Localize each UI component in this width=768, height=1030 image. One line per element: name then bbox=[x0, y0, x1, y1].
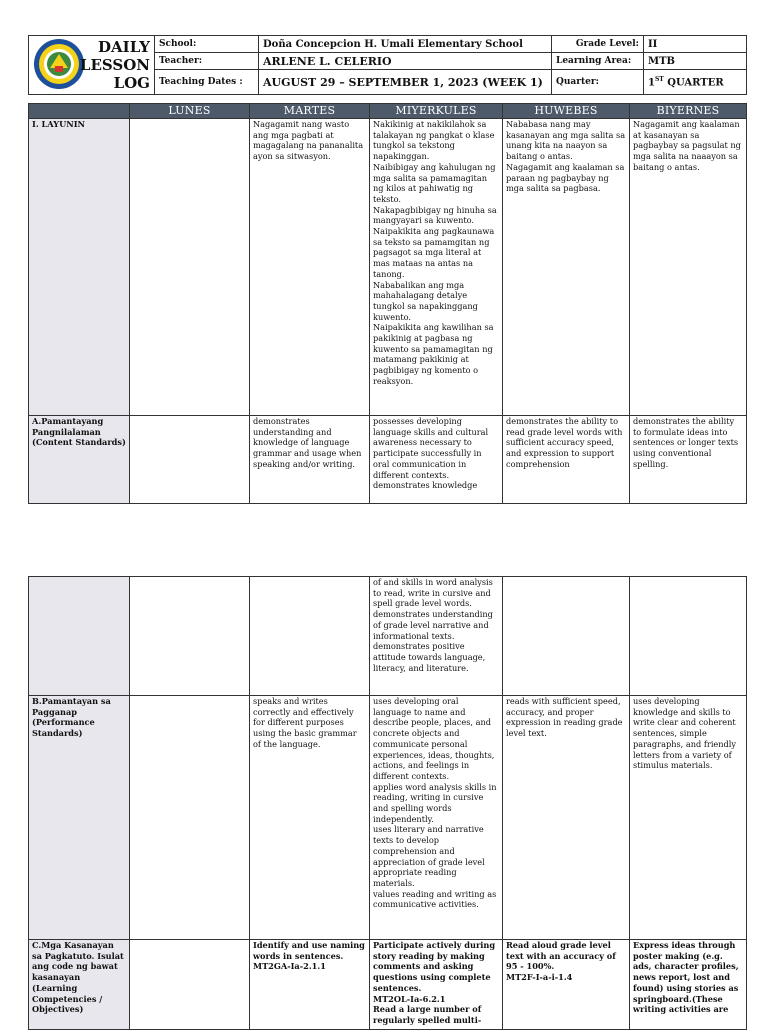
cell-layunin-lunes bbox=[130, 119, 250, 416]
cell-paragraph: Nababalikan ang mga mahahalagang detalye tungkol sa napakinggang kuwento. bbox=[373, 279, 478, 322]
cell-paragraph: Naipakikita ang kawilihan sa pakikinig at pagbasa ng kuwento sa pamamagitan ng matamang pakikinig at pagbibigay ng komento o reaksyon. bbox=[373, 322, 494, 386]
cell-paragraph: Nakapagbibigay ng hinuha sa mangyayari sa kuwento. bbox=[373, 204, 497, 226]
cell-content-biyernes bbox=[630, 416, 747, 504]
cell-content-martes bbox=[250, 416, 370, 504]
school-label: School: bbox=[155, 36, 259, 53]
cell-layunin-biyernes bbox=[630, 119, 747, 416]
cell-performance-martes bbox=[250, 696, 370, 940]
cell-performance-miyerkules bbox=[370, 696, 503, 940]
cell-paragraph: Naibibigay ang kahulugan ng mga salita sa pamamagitan ng kilos at pahiwatig ng teksto. bbox=[373, 161, 496, 204]
cell-performance-huwebes bbox=[503, 696, 630, 940]
day-header-martes: MARTES bbox=[250, 104, 370, 119]
cell-layunin-huwebes bbox=[503, 119, 630, 416]
cell-paragraph: uses developing oral language to name and describe people, places, and concrete objects and communicate personal experiences, ideas, thoughts, actions, and feelings in different contexts. bbox=[373, 696, 495, 781]
header-table bbox=[28, 35, 747, 95]
cell-cont-miyerkules bbox=[370, 577, 503, 696]
school-value: Doña Concepcion H. Umali Elementary School bbox=[259, 36, 552, 53]
cell-paragraph: reads with sufficient speed, accuracy, and proper expression in reading grade level text. bbox=[506, 696, 623, 739]
cell-cont-lunes bbox=[130, 577, 250, 696]
row-label-performance-standards: B.Pamantayan sa Pagganap (Performance Standards) bbox=[29, 696, 130, 940]
cell-paragraph: demonstrates understanding and knowledge of language grammar and usage when speaking and/or writing. bbox=[253, 416, 362, 469]
cell-paragraph: Nakikinig at nakikilahok sa talakayan ng pangkat o klase tungkol sa tekstong napakinggan. bbox=[373, 119, 495, 162]
teaching-dates-value: AUGUST 29 – SEPTEMBER 1, 2023 (WEEK 1) bbox=[259, 70, 552, 95]
cell-paragraph: possesses developing language skills and cultural awareness necessary to participate successfully in oral communication in different contexts. bbox=[373, 416, 489, 480]
lesson-table-part-2 bbox=[28, 576, 747, 1030]
cell-performance-biyernes bbox=[630, 696, 747, 940]
cell-competencies-martes bbox=[250, 940, 370, 1030]
cell-paragraph: Participate actively during story reading by making comments and asking questions using complete sentences. bbox=[373, 940, 496, 993]
title-cell bbox=[29, 36, 155, 95]
cell-paragraph: Read a large number of regularly spelled multi- bbox=[373, 1004, 482, 1025]
table-row-layunin bbox=[29, 119, 747, 416]
table-row-learning-competencies bbox=[29, 940, 747, 1030]
teaching-dates-label: Teaching Dates : bbox=[155, 70, 259, 95]
corner-header bbox=[29, 104, 130, 119]
cell-cont-martes bbox=[250, 577, 370, 696]
cell-paragraph: Nagagamit ang kaalaman at kasanayan sa pagbaybay sa pagsulat ng mga salita na naaayon sa baitang o antas. bbox=[633, 119, 741, 172]
day-header-huwebes: HUWEBES bbox=[503, 104, 630, 119]
table-row-performance-standards bbox=[29, 696, 747, 940]
cell-paragraph: speaks and writes correctly and effectively for different purposes using the basic grammar of the language. bbox=[253, 696, 357, 749]
row-label-layunin: I. LAYUNIN bbox=[29, 119, 130, 416]
grade-level-label: Grade Level: bbox=[552, 36, 644, 53]
table-row-content-standards bbox=[29, 416, 747, 504]
cell-competencies-miyerkules bbox=[370, 940, 503, 1030]
cell-layunin-martes bbox=[250, 119, 370, 416]
cell-content-miyerkules bbox=[370, 416, 503, 504]
cell-paragraph: MT2OL-Ia-6.2.1 bbox=[373, 993, 446, 1004]
cell-performance-lunes bbox=[130, 696, 250, 940]
cell-paragraph: uses developing knowledge and skills to write clear and coherent sentences, simple paragraphs, and friendly letters from a variety of stimulus materials. bbox=[633, 696, 737, 771]
cell-paragraph: MT2F-I-a-i-1.4 bbox=[506, 972, 573, 983]
cell-paragraph: Nagagamit ang kaalaman sa paraan ng pagbaybay ng mga salita sa pagbasa. bbox=[506, 161, 625, 194]
cell-paragraph: demonstrates positive attitude towards language, literacy, and literature. bbox=[373, 641, 486, 673]
cell-paragraph: uses literary and narrative texts to develop comprehension and appreciation of grade level appropriate reading materials. bbox=[373, 824, 485, 888]
learning-area-value: MTB bbox=[644, 53, 747, 70]
teacher-label: Teacher: bbox=[155, 53, 259, 70]
cell-paragraph: Nagagamit nang wasto ang mga pagbati at magagalang na pananalita ayon sa sitwasyon. bbox=[253, 119, 364, 162]
cell-paragraph: of and skills in word analysis to read, write in cursive and spell grade level words. bbox=[373, 577, 493, 609]
teacher-value: ARLENE L. CELERIO bbox=[259, 53, 552, 70]
learning-area-label: Learning Area: bbox=[552, 53, 644, 70]
cell-cont-biyernes bbox=[630, 577, 747, 696]
cell-paragraph: values reading and writing as communicative activities. bbox=[373, 888, 497, 910]
cell-paragraph: MT2GA-Ia-2.1.1 bbox=[253, 961, 326, 972]
quarter-label: Quarter: bbox=[552, 70, 644, 95]
row-label-learning-competencies: C.Mga Kasanayan sa Pagkatuto. Isulat ang code ng bawat kasanayan (Learning Competencies / Objectives) bbox=[29, 940, 130, 1030]
cell-content-huwebes bbox=[503, 416, 630, 504]
row-label-content-standards: A.Pamantayang Pangnilalaman (Content Standards) bbox=[29, 416, 130, 504]
day-header-biyernes: BIYERNES bbox=[630, 104, 747, 119]
cell-paragraph: demonstrates knowledge bbox=[373, 480, 478, 491]
cell-competencies-biyernes bbox=[630, 940, 747, 1030]
cell-paragraph: demonstrates the ability to formulate ideas into sentences or longer texts using conventional spelling. bbox=[633, 416, 739, 469]
cell-paragraph: applies word analysis skills in reading, writing in cursive and spelling words independently. bbox=[373, 781, 497, 824]
cell-paragraph: demonstrates understanding of grade level narrative and informational texts. bbox=[373, 609, 493, 641]
row-label-continued bbox=[29, 577, 130, 696]
cell-cont-huwebes bbox=[503, 577, 630, 696]
cell-paragraph: Identify and use naming words in sentences. bbox=[253, 940, 365, 961]
cell-paragraph: Naipakikita ang pagkaunawa sa teksto sa pamamgitan ng pagsagot sa mga literal at mas mataas na antas na tanong. bbox=[373, 226, 495, 279]
lesson-table-part-1 bbox=[28, 103, 747, 504]
day-header-row bbox=[29, 104, 747, 119]
table-row-content-standards-continued bbox=[29, 577, 747, 696]
cell-competencies-huwebes bbox=[503, 940, 630, 1030]
cell-paragraph: Read aloud grade level text with an accuracy of 95 - 100%. bbox=[506, 940, 616, 972]
day-header-miyerkules: MIYERKULES bbox=[370, 104, 503, 119]
school-seal-logo bbox=[33, 38, 85, 90]
cell-paragraph: Nababasa nang may kasanayan ang mga salita sa unang kita na naayon sa baitang o antas. bbox=[506, 119, 626, 162]
cell-competencies-lunes bbox=[130, 940, 250, 1030]
cell-content-lunes bbox=[130, 416, 250, 504]
quarter-value: 1ST QUARTER bbox=[644, 70, 747, 95]
daily-lesson-log-title: DAILY LESSON LOG bbox=[79, 38, 150, 92]
cell-paragraph: Express ideas through poster making (e.g. ads, character profiles, news report, lost and found) using stories as springboard.(These writing activities are bbox=[633, 940, 739, 1015]
day-header-lunes: LUNES bbox=[130, 104, 250, 119]
grade-level-value: II bbox=[644, 36, 747, 53]
cell-paragraph: demonstrates the ability to read grade level words with sufficient accuracy speed, and expression to support comprehension bbox=[506, 416, 623, 469]
cell-layunin-miyerkules bbox=[370, 119, 503, 416]
